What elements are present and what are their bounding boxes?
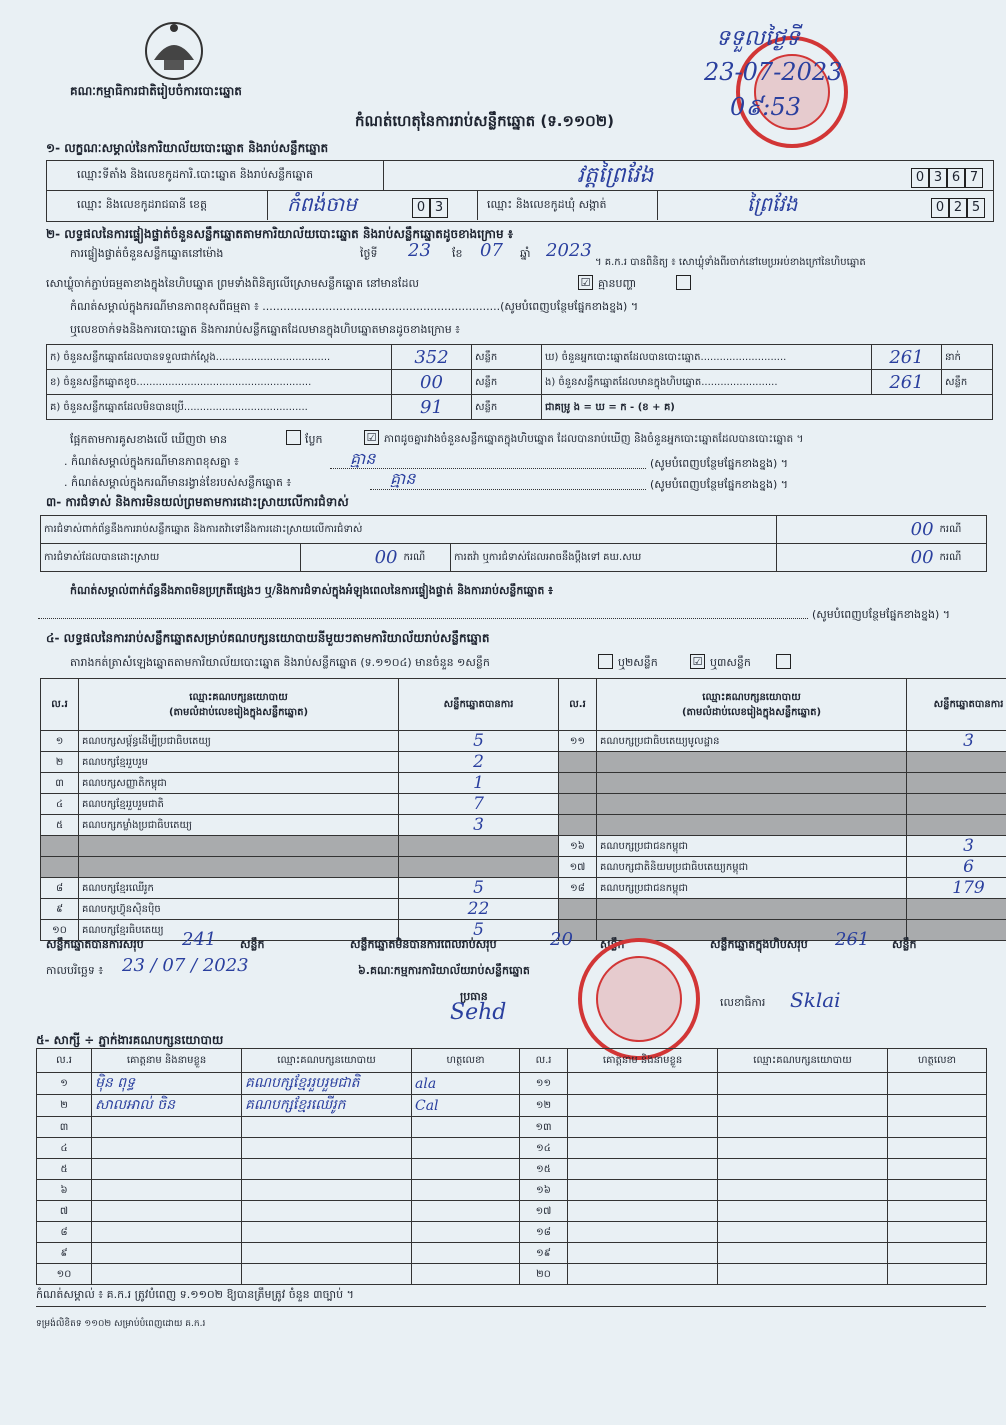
- intact-label: គ្មានបញ្ហា: [598, 277, 637, 290]
- witness-name: [568, 1243, 718, 1264]
- location-label: ឈ្មោះទីតាំង និងលេខកូដការិ.បោះឆ្នោត និងរាប់សន្លឹកឆ្នោត: [77, 168, 314, 181]
- table-row: [41, 878, 1006, 899]
- party-number: ៥: [41, 815, 79, 836]
- complaint-row1-unit: ករណី: [937, 516, 987, 544]
- row-b-label: ខ) ចំនួនសន្លឹកឆ្នោតខូច.......................................................: [47, 370, 392, 395]
- col-no-header: ល.រ: [41, 679, 79, 731]
- witness-number: ១៦: [520, 1180, 568, 1201]
- witness-signature: [888, 1180, 987, 1201]
- month-value: 07: [480, 240, 503, 261]
- witness-party: [242, 1222, 412, 1243]
- match-checkbox[interactable]: ☑: [364, 430, 379, 445]
- witness-name: [92, 1180, 242, 1201]
- intact-checkbox[interactable]: ☑: [578, 275, 593, 290]
- code-digit: 6: [947, 168, 965, 188]
- commune-value: ព្រៃវែង: [747, 192, 798, 216]
- row-d-value: 261: [872, 345, 942, 370]
- party-number: [41, 836, 79, 857]
- nomatch-label: ប្លែក: [305, 433, 323, 446]
- col-party-header: ឈ្មោះគណបក្សនយោបាយ: [242, 1049, 412, 1073]
- witness-name: [568, 1222, 718, 1243]
- party-votes: 7: [399, 794, 559, 815]
- witness-number: ២០: [520, 1264, 568, 1285]
- col-votes-header: សន្លឹកឆ្នោតបានការ: [907, 679, 1006, 731]
- witness-party: [242, 1159, 412, 1180]
- damage-note-label: . កំណត់សម្គាល់ក្នុងករណីមានរង្វាន់ខែរបស់សន្លឹកឆ្នោត ៖: [64, 476, 292, 489]
- witness-name: [92, 1117, 242, 1138]
- difference-note-label: . កំណត់សម្គាល់ក្នុងករណីមានភាពខុសគ្នា ៖: [64, 455, 239, 468]
- witness-name: [92, 1243, 242, 1264]
- party-votes: [399, 836, 559, 857]
- nomatch-checkbox[interactable]: [286, 430, 301, 445]
- secretary-label: លេខាធិការ: [720, 996, 766, 1009]
- invalid-total-unit: សន្លឹក: [600, 938, 625, 951]
- chair-signature: Sehd: [450, 1000, 507, 1025]
- complaint-row2-unit2: ករណី: [937, 544, 987, 572]
- table-row: [41, 857, 1006, 878]
- complaint-table: [40, 515, 987, 572]
- difference-note-end: (សូមបំពេញបន្ថែមផ្នែកខាងខ្នង) ។: [650, 457, 789, 470]
- damage-note-end: (សូមបំពេញបន្ថែមផ្នែកខាងខ្នង) ។: [650, 478, 789, 491]
- witness-name: [92, 1159, 242, 1180]
- witness-number: ១០: [37, 1264, 92, 1285]
- secretary-signature: Sklai: [790, 988, 841, 1012]
- table-row: [41, 836, 1006, 857]
- table-row: [41, 815, 1006, 836]
- valid-total-unit: សន្លឹក: [240, 938, 265, 951]
- table-row: [41, 773, 1006, 794]
- location-value: វត្តព្រៃវែង: [577, 163, 654, 188]
- witness-party: [718, 1073, 888, 1095]
- difference-note-value: គ្មាន: [350, 449, 376, 468]
- party-number: ១១: [559, 731, 597, 752]
- witness-number: ១៧: [520, 1201, 568, 1222]
- three-sheet-checkbox[interactable]: ☑: [690, 654, 705, 669]
- party-name: [597, 815, 907, 836]
- party-name: គណបក្សសញ្ញាតិកម្ពុជា: [79, 773, 399, 794]
- witness-signature: [412, 1222, 520, 1243]
- witness-party: [242, 1264, 412, 1285]
- ballot-count-table: [46, 344, 993, 420]
- party-name: គណបក្សប្រជាជនកម្ពុជា: [597, 836, 907, 857]
- lock-outer-text: ។ គ.ក.រ បានពិនិត្យ ៖ សោឃ្លុំទាំងពីរចាក់នៅមេប្រអប់ខាងក្រៅនៃហិបឆ្នោត: [595, 257, 866, 268]
- witness-name: [568, 1201, 718, 1222]
- witness-number: ១៣: [520, 1117, 568, 1138]
- table-header: [41, 679, 1006, 731]
- party-votes: [907, 752, 1006, 773]
- party-votes: [907, 899, 1006, 920]
- party-name: [597, 899, 907, 920]
- witness-signature: [888, 1138, 987, 1159]
- party-name: គណបក្សជាតិនិយមប្រជាធិបតេយ្យកម្ពុជា: [597, 857, 907, 878]
- box-total-value: 261: [835, 929, 870, 950]
- col-party-title: ឈ្មោះគណបក្សនយោបាយ: [189, 691, 288, 703]
- col-name-header: គោត្តនាម និងនាមខ្លួន: [568, 1049, 718, 1073]
- section2-heading: ២- លទ្ធផលនៃការផ្ទៀងផ្ទាត់ចំនួនសន្លឹកឆ្នោតតាមការិយាល័យបោះឆ្នោត និងរាប់សន្លឹកឆ្នោតដូចខាងក្រោម ៖: [46, 227, 514, 241]
- table-row: [41, 516, 987, 544]
- party-votes: 3: [907, 836, 1006, 857]
- party-number: [559, 794, 597, 815]
- witness-signature: [412, 1159, 520, 1180]
- witness-name: [92, 1222, 242, 1243]
- table-row: [37, 1073, 987, 1095]
- party-votes: [907, 773, 1006, 794]
- witness-number: ៩: [37, 1243, 92, 1264]
- witness-name: [568, 1159, 718, 1180]
- witness-name: [568, 1264, 718, 1285]
- witness-signature: ala: [412, 1073, 520, 1095]
- party-name: គណបក្សខ្មែរឈើរូក: [79, 878, 399, 899]
- witness-party: [718, 1180, 888, 1201]
- witness-party: [242, 1180, 412, 1201]
- col-no-header: ល.រ: [559, 679, 597, 731]
- formula: ជាគម្រូ ង = ឃ = ក - (ខ + គ): [542, 395, 993, 420]
- party-votes: 179: [907, 878, 1006, 899]
- table-row: [47, 370, 993, 395]
- witness-number: ៧: [37, 1201, 92, 1222]
- col-sign-header: ហត្ថលេខា: [412, 1049, 520, 1073]
- witness-name: ម៉ិន ពុទ្ធ: [92, 1073, 242, 1095]
- col-votes-header: សន្លឹកឆ្នោតបានការ: [399, 679, 559, 731]
- party-votes: 3: [907, 731, 1006, 752]
- witness-signature: [412, 1138, 520, 1159]
- party-votes: [399, 857, 559, 878]
- code-digit: 5: [967, 198, 985, 218]
- code-digit: 0: [412, 198, 430, 218]
- chair-label: ប្រធាន: [460, 990, 488, 1003]
- table-row: [41, 899, 1006, 920]
- irregularity-note: កំណត់សម្គាល់ពាក់ព័ន្ធនឹងភាពមិនប្រក្រតីផ្សេងៗ ឬ/និងការជំទាស់ក្នុងអំឡុងពេលនៃការផ្ទៀងផ្ទាត់ និងការរាប់សន្លឹកឆ្នោត ៖: [70, 584, 554, 597]
- day-value: 23: [408, 240, 431, 261]
- witness-name: [568, 1180, 718, 1201]
- witness-number: ១៨: [520, 1222, 568, 1243]
- stamp-received-time: 0៩:53: [730, 93, 801, 121]
- col-no-header: ល.រ: [520, 1049, 568, 1073]
- party-number: ៣: [41, 773, 79, 794]
- witness-signature: [888, 1264, 987, 1285]
- year-label: ឆ្នាំ: [520, 247, 531, 260]
- witness-signature: [888, 1243, 987, 1264]
- table-row: [37, 1095, 987, 1117]
- table-header: [37, 1049, 987, 1073]
- party-votes: 22: [399, 899, 559, 920]
- witness-number: ១១: [520, 1073, 568, 1095]
- invalid-total-label: សន្លឹកឆ្នោតមិនបានការពេលរាប់សរុប: [350, 938, 497, 951]
- witness-signature: [412, 1201, 520, 1222]
- emblem-icon: [140, 20, 208, 82]
- valid-total-value: 241: [182, 929, 217, 950]
- witness-signature: [888, 1159, 987, 1180]
- party-number: [559, 899, 597, 920]
- valid-total-label: សន្លឹកឆ្នោតបានការសរុប: [46, 938, 144, 951]
- party-number: ១: [41, 731, 79, 752]
- witness-number: ១៥: [520, 1159, 568, 1180]
- table-row: [41, 544, 987, 572]
- witness-party: [718, 1243, 888, 1264]
- code-digit: 0: [931, 198, 949, 218]
- table-row: [47, 345, 993, 370]
- party-name: [597, 773, 907, 794]
- witness-party: [718, 1264, 888, 1285]
- witness-number: ២: [37, 1095, 92, 1117]
- party-number: ២: [41, 752, 79, 773]
- form-code: ទម្រង់លិខិតទ ១១០២ សម្រាប់បំពេញដោយ គ.ក.រ: [36, 1319, 206, 1329]
- party-votes: [907, 920, 1006, 941]
- code-digit: 3: [929, 168, 947, 188]
- party-name: [79, 836, 399, 857]
- col-party-header: ឈ្មោះគណបក្សនយោបាយ: [718, 1049, 888, 1073]
- official-stamp: [578, 938, 700, 1060]
- witness-party: [718, 1117, 888, 1138]
- stamp-received-date: 23-07-2023: [704, 58, 843, 86]
- row-b-value: 00: [392, 370, 472, 395]
- other-sheet-checkbox[interactable]: [776, 654, 791, 669]
- col-party-title: ឈ្មោះគណបក្សនយោបាយ: [702, 691, 801, 703]
- match-label: ភាពដូចគ្នារវាងចំនួនសន្លឹកឆ្នោតក្នុងហិបឆ្នោត ដែលបានរាប់ឃើញ និងចំនួនអ្នកបោះឆ្នោតដែលបានបោះឆ្នោត ។: [384, 433, 804, 445]
- party-number: [41, 857, 79, 878]
- witness-party: [718, 1201, 888, 1222]
- complaint-row2-label2: ការតវ៉ា ឬការជំទាស់ដែលអាចនឹងប្ដឹងទៅ គឃ.សឃ: [451, 544, 777, 572]
- row-e-unit: សន្លឹក: [942, 370, 993, 395]
- witness-name: [92, 1264, 242, 1285]
- witness-signature: Cal: [412, 1095, 520, 1117]
- party-votes: 5: [399, 878, 559, 899]
- party-name: គណបក្សខ្មែររួបរួម: [79, 752, 399, 773]
- section3-heading: ៣- ការជំទាស់ និងការមិនយល់ព្រមតាមការដោះស្រាយលើការជំទាស់: [46, 495, 349, 509]
- witness-party: [242, 1117, 412, 1138]
- party-name: គណបក្សកម្លាំងប្រជាធិបតេយ្យ: [79, 815, 399, 836]
- party-votes: 6: [907, 857, 1006, 878]
- table-row: [37, 1117, 987, 1138]
- witness-signature: [412, 1117, 520, 1138]
- witness-party: គណបក្សខ្មែររួបរួមជាតិ: [242, 1073, 412, 1095]
- witness-number: ១៩: [520, 1243, 568, 1264]
- row-c-value: 91: [392, 395, 472, 420]
- row-c-label: គ) ចំនួនសន្លឹកឆ្នោតដែលមិនបានប្រើ.......................................: [47, 395, 392, 420]
- witness-signature: [888, 1095, 987, 1117]
- witness-party: [718, 1095, 888, 1117]
- witness-party: [242, 1201, 412, 1222]
- col-sign-header: ហត្ថលេខា: [888, 1049, 987, 1073]
- section1-box: [46, 160, 994, 222]
- code-digit: 0: [911, 168, 929, 188]
- committee-label: ៦.គណៈកម្មការការិយាល័យរាប់សន្លឹកឆ្នោត: [358, 964, 530, 977]
- table-row: [41, 752, 1006, 773]
- party-number: ១៦: [559, 836, 597, 857]
- witness-number: ៥: [37, 1159, 92, 1180]
- two-sheet-label: ឬ២សន្លឹក: [618, 656, 658, 669]
- party-name: គណបក្សខ្មែររួបរួមជាតិ: [79, 794, 399, 815]
- party-name: [597, 794, 907, 815]
- table-row: [37, 1201, 987, 1222]
- date-value: 23 / 07 / 2023: [122, 955, 249, 976]
- col-name-header: គោត្តនាម និងនាមខ្លួន: [92, 1049, 242, 1073]
- party-name: គណបក្សប្រជាជនកម្ពុជា: [597, 878, 907, 899]
- province-value: កំពង់ចាម: [287, 192, 357, 216]
- witness-signature: [888, 1073, 987, 1095]
- witness-signature: [412, 1264, 520, 1285]
- party-number: ៨: [41, 878, 79, 899]
- table-row: [37, 1264, 987, 1285]
- witness-name: [568, 1095, 718, 1117]
- three-sheet-label: ឬ៣សន្លឹក: [710, 656, 751, 669]
- code-digit: 7: [965, 168, 983, 188]
- complaint-row1-label: ការជំទាស់ពាក់ព័ន្ធនឹងការរាប់សន្លឹកឆ្នោត និងការតវ៉ាទៅនឹងការដោះស្រាយលើការជំទាស់: [41, 516, 777, 544]
- party-name: [597, 752, 907, 773]
- complaint-row2-unit: ករណី: [401, 544, 451, 572]
- party-name: គណបក្សហ៊្វុនស៊ិនប៉ិច: [79, 899, 399, 920]
- witness-signature: [888, 1117, 987, 1138]
- row-d-label: ឃ) ចំនួនអ្នកបោះឆ្នោតដែលបានបោះឆ្នោត...........................: [542, 345, 872, 370]
- content-intro: ឬលេខចាក់ទងនិងការបោះឆ្នោត និងការរាប់សន្លឹកឆ្នោតដែលមានក្នុងហិបឆ្នោតមានដូចខាងក្រោម ៖: [70, 323, 461, 336]
- witness-name: សាលអាល់ ចិន: [92, 1095, 242, 1117]
- table-row: [37, 1180, 987, 1201]
- row-a-label: ក) ចំនួនសន្លឹកឆ្នោតដែលបានទទួលជាក់ស្តែង....................................: [47, 345, 392, 370]
- row-b-unit: សន្លឹក: [472, 370, 542, 395]
- witness-number: ៣: [37, 1117, 92, 1138]
- province-label: ឈ្មោះ និងលេខកូដរាជធានី ខេត្ត: [77, 198, 207, 211]
- party-number: [559, 815, 597, 836]
- table-row: [41, 731, 1006, 752]
- party-name: គណបក្សប្រជាធិបតេយ្យមូលដ្ឋាន: [597, 731, 907, 752]
- party-votes: 5: [399, 920, 559, 941]
- witness-number: ១២: [520, 1095, 568, 1117]
- sheet-count-line: តារាងកត់ត្រាសំឡេងឆ្នោតតាមការិយាល័យបោះឆ្នោត និងរាប់សន្លឹកឆ្នោត (ទ.១១០៤) មានចំនួន ១សន្លឹក: [70, 656, 490, 669]
- table-row: [37, 1159, 987, 1180]
- footer-note: កំណត់សម្គាល់ ៖ គ.ក.រ ត្រូវបំពេញ ទ.១១០២ ឱ្យបានត្រឹមត្រូវ ចំនួន ៣ច្បាប់ ។: [36, 1288, 354, 1301]
- witness-number: ១: [37, 1073, 92, 1095]
- complaint-row2-value2: 00: [777, 544, 937, 572]
- witness-name: [568, 1073, 718, 1095]
- date-label: កាលបរិច្ឆេទ ៖: [46, 964, 104, 977]
- party-name: គណបក្សសម្ព័ន្ធដើម្បីប្រជាធិបតេយ្យ: [79, 731, 399, 752]
- code-digit: 3: [430, 198, 448, 218]
- verify-time-label: ការផ្ទៀងផ្ទាត់ចំនួនសន្លឹកឆ្នោតនៅម៉ោង: [70, 247, 224, 260]
- party-number: [559, 752, 597, 773]
- party-name: [79, 857, 399, 878]
- witness-party: [718, 1138, 888, 1159]
- table-row: [41, 794, 1006, 815]
- section4-heading: ៤- លទ្ធផលនៃការរាប់សន្លឹកឆ្នោតសម្រាប់គណបក្សនយោបាយនីមួយៗតាមការិយាល័យរាប់សន្លឹកឆ្នោត: [46, 631, 490, 645]
- witness-signature: [888, 1222, 987, 1243]
- location-code: [911, 166, 983, 188]
- party-votes: 5: [399, 731, 559, 752]
- witness-party: [718, 1159, 888, 1180]
- witness-number: ៨: [37, 1222, 92, 1243]
- party-votes: [907, 815, 1006, 836]
- col-party-header: [597, 679, 907, 731]
- witness-number: ៦: [37, 1180, 92, 1201]
- month-label: ខែ: [452, 247, 463, 260]
- day-label: ថ្ងៃទី: [360, 247, 378, 260]
- party-number: ១៧: [559, 857, 597, 878]
- party-votes: [907, 794, 1006, 815]
- section1-heading: ១- លក្ខណៈសម្គាល់នៃការិយាល័យបោះឆ្នោត និងរាប់សន្លឹកឆ្នោត: [46, 141, 329, 155]
- party-number: ១០: [41, 920, 79, 941]
- party-number: ៤: [41, 794, 79, 815]
- witness-party: [242, 1243, 412, 1264]
- lock-inner-text: សោឃ្លុំចាក់ភ្ជាប់ធម្មតាខាងក្នុងនៃហិបឆ្នោត ព្រមទាំងពិនិត្យលើស្រោមសន្លឹកឆ្នោត នៅមានដែល: [46, 277, 419, 290]
- row-a-value: 352: [392, 345, 472, 370]
- witness-name: [568, 1138, 718, 1159]
- row-e-value: 261: [872, 370, 942, 395]
- org-name: គណៈកម្មាធិការជាតិរៀបចំការបោះឆ្នោត: [70, 84, 242, 98]
- col-party-subtitle: (តាមលំដាប់លេខរៀងក្នុងសន្លឹកឆ្នោត): [681, 706, 822, 718]
- commune-code: [931, 196, 985, 218]
- year-value: 2023: [546, 240, 592, 261]
- complaint-row1-value: 00: [777, 516, 937, 544]
- box-total-label: សន្លឹកឆ្នោតក្នុងហិបសរុប: [710, 938, 808, 951]
- box-total-unit: សន្លឹក: [892, 938, 917, 951]
- row-d-unit: នាក់: [942, 345, 993, 370]
- table-row: [37, 1222, 987, 1243]
- complaint-row2-value: 00: [301, 544, 401, 572]
- party-votes: 2: [399, 752, 559, 773]
- witness-name: [92, 1138, 242, 1159]
- witness-party: គណបក្សខ្មែរឈើរូក: [242, 1095, 412, 1117]
- commune-label: ឈ្មោះ និងលេខកូដឃុំ សង្កាត់: [487, 198, 607, 211]
- col-no-header: ល.រ: [37, 1049, 92, 1073]
- witness-party: [718, 1222, 888, 1243]
- invalid-total-value: 20: [550, 929, 573, 950]
- party-number: ៩: [41, 899, 79, 920]
- match-intro: ផ្អែកតាមការគូសខាងលើ ឃើញថា មាន: [70, 433, 228, 446]
- table-row: [47, 395, 993, 420]
- row-e-label: ង) ចំនួនសន្លឹកឆ្នោតដែលមានក្នុងហិបឆ្នោត........................: [542, 370, 872, 395]
- row-a-unit: សន្លឹក: [472, 345, 542, 370]
- form-title: កំណត់ហេតុនៃការរាប់សន្លឹកឆ្នោត (ទ.១១០២): [355, 112, 615, 130]
- irregularity-note-end: (សូមបំពេញបន្ថែមផ្នែកខាងខ្នង) ។: [812, 608, 951, 621]
- col-party-subtitle: (តាមលំដាប់លេខរៀងក្នុងសន្លឹកឆ្នោត): [168, 706, 309, 718]
- section5-heading: ៥- សាក្សី ÷ ភ្នាក់ងារគណបក្សនយោបាយ: [36, 1033, 224, 1047]
- stamp-received-label: ទទួលថ្ងៃទី: [716, 26, 800, 51]
- witness-number: ១៤: [520, 1138, 568, 1159]
- table-row: [37, 1138, 987, 1159]
- witness-table: [36, 1048, 987, 1285]
- party-votes: 1: [399, 773, 559, 794]
- party-name: គណបក្សខ្មែរធិបតេយ្យ: [79, 920, 399, 941]
- party-number: ១៨: [559, 878, 597, 899]
- code-digit: 2: [949, 198, 967, 218]
- witness-signature: [412, 1243, 520, 1264]
- party-number: [559, 773, 597, 794]
- witness-signature: [412, 1180, 520, 1201]
- party-votes: 3: [399, 815, 559, 836]
- col-party-header: [79, 679, 399, 731]
- damage-note-value: គ្មាន: [390, 469, 416, 488]
- row-c-unit: សន្លឹក: [472, 395, 542, 420]
- province-code: [412, 196, 448, 218]
- witness-name: [568, 1117, 718, 1138]
- broken-checkbox[interactable]: [676, 275, 691, 290]
- two-sheet-checkbox[interactable]: [598, 654, 613, 669]
- complaint-row2-label: ការជំទាស់ដែលបានដោះស្រាយ: [41, 544, 301, 572]
- witness-name: [92, 1201, 242, 1222]
- abnormal-note: កំណត់សម្គាល់ក្នុងករណីមានភាពខុសពីធម្មតា ៖ ....................................................................(សូមបំពេញបន្ថែមផ្នែកខាងខ្នង) ។: [70, 300, 639, 313]
- witness-number: ៤: [37, 1138, 92, 1159]
- witness-party: [242, 1138, 412, 1159]
- table-row: [37, 1243, 987, 1264]
- witness-signature: [888, 1201, 987, 1222]
- party-results-table: [40, 678, 1006, 941]
